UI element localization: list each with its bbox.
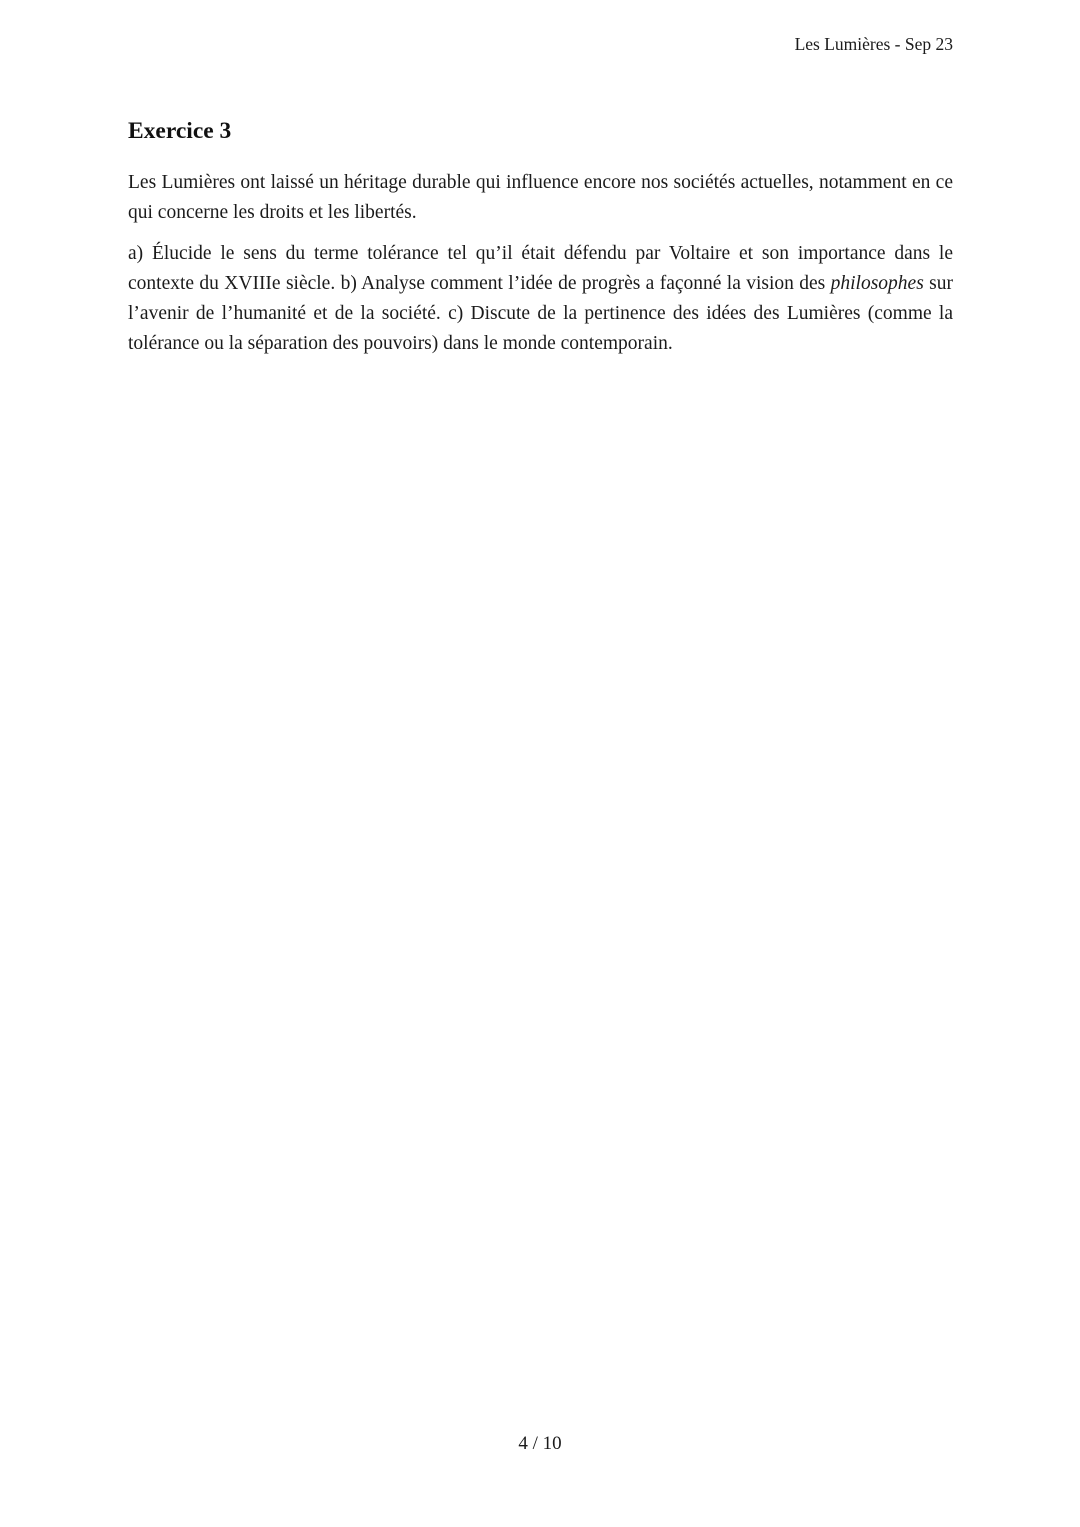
page-header-title: Les Lumières - Sep 23	[794, 34, 953, 54]
exercise-question-paragraph	[128, 239, 953, 359]
question-text-part1: a) Élucide le sens du terme tolérance tel qu’il était défendu par Voltaire et son importance dans le contexte du XVIIIe siècle. b) Analyse comment l’idée de progrès a façonné la vision des	[128, 243, 953, 294]
page-number: 4 / 10	[518, 1433, 562, 1454]
question-text-part2: sur l’avenir de l’humanité et de la société. c) Discute de la pertinence des idées des Lumières (comme la tolérance ou la séparation des pouvoirs) dans le monde contemporain.	[128, 273, 953, 354]
exercise-intro-paragraph: Les Lumières ont laissé un héritage durable qui influence encore nos sociétés actuelles, notamment en ce qui concerne les droits et les libertés.	[128, 172, 953, 223]
page-content	[128, 116, 953, 370]
exercise-heading: Exercice 3	[128, 118, 232, 144]
question-italic-word: philosophes	[830, 273, 924, 294]
